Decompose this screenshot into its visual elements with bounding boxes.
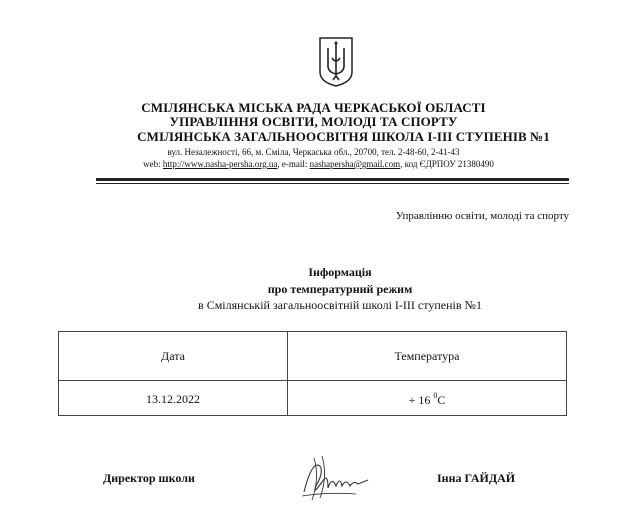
header-school: СМІЛЯНСЬКА ЗАГАЛЬНООСВІТНЯ ШКОЛА І-ІІІ СТУПЕНІВ №1 [137, 129, 550, 144]
signatory-role: Директор школи [103, 471, 195, 485]
header-divider-thin [96, 183, 569, 184]
column-header-temperature: Температура [288, 332, 567, 381]
temperature-value: + 16 [408, 392, 431, 407]
table-row [59, 381, 567, 416]
signatory-name: Інна ГАЙДАЙ [437, 471, 516, 485]
edrpou-code: , код ЄДРПОУ 21380490 [400, 159, 494, 169]
header-council: СМІЛЯНСЬКА МІСЬКА РАДА ЧЕРКАСЬКОЇ ОБЛАСТІ [141, 100, 486, 115]
trident-emblem-icon [318, 36, 354, 88]
temperature-unit: C [437, 392, 446, 407]
temperature-table [58, 331, 567, 416]
handwritten-signature-icon [298, 452, 372, 504]
header-contacts [0, 159, 627, 170]
doc-title: Інформація [308, 265, 372, 279]
doc-subtitle-school: в Смілянській загальноосвітній школі І-ІІІ ступенів №1 [198, 298, 482, 312]
header-divider [96, 178, 569, 181]
email-label: , e-mail: [277, 159, 310, 169]
column-header-date: Дата [59, 332, 288, 381]
cell-temperature [288, 381, 567, 416]
header-department: УПРАВЛІННЯ ОСВІТИ, МОЛОДІ ТА СПОРТУ [169, 114, 458, 129]
email-link[interactable]: nashapersha@gmail.com [309, 159, 401, 169]
website-link[interactable]: http://www.nasha-persha.org.ua [162, 159, 278, 169]
doc-subtitle: про температурний режим [267, 282, 413, 296]
header-address: вул. Незалежності, 66, м. Сміла, Черкаська обл., 20700, тел. 2-48-60, 2-41-43 [167, 147, 460, 157]
addressee: Управлінню освіти, молоді та спорту [395, 210, 569, 222]
web-label: web: [143, 159, 163, 169]
cell-date: 13.12.2022 [59, 381, 288, 416]
degree-superscript: 0 [433, 390, 438, 400]
